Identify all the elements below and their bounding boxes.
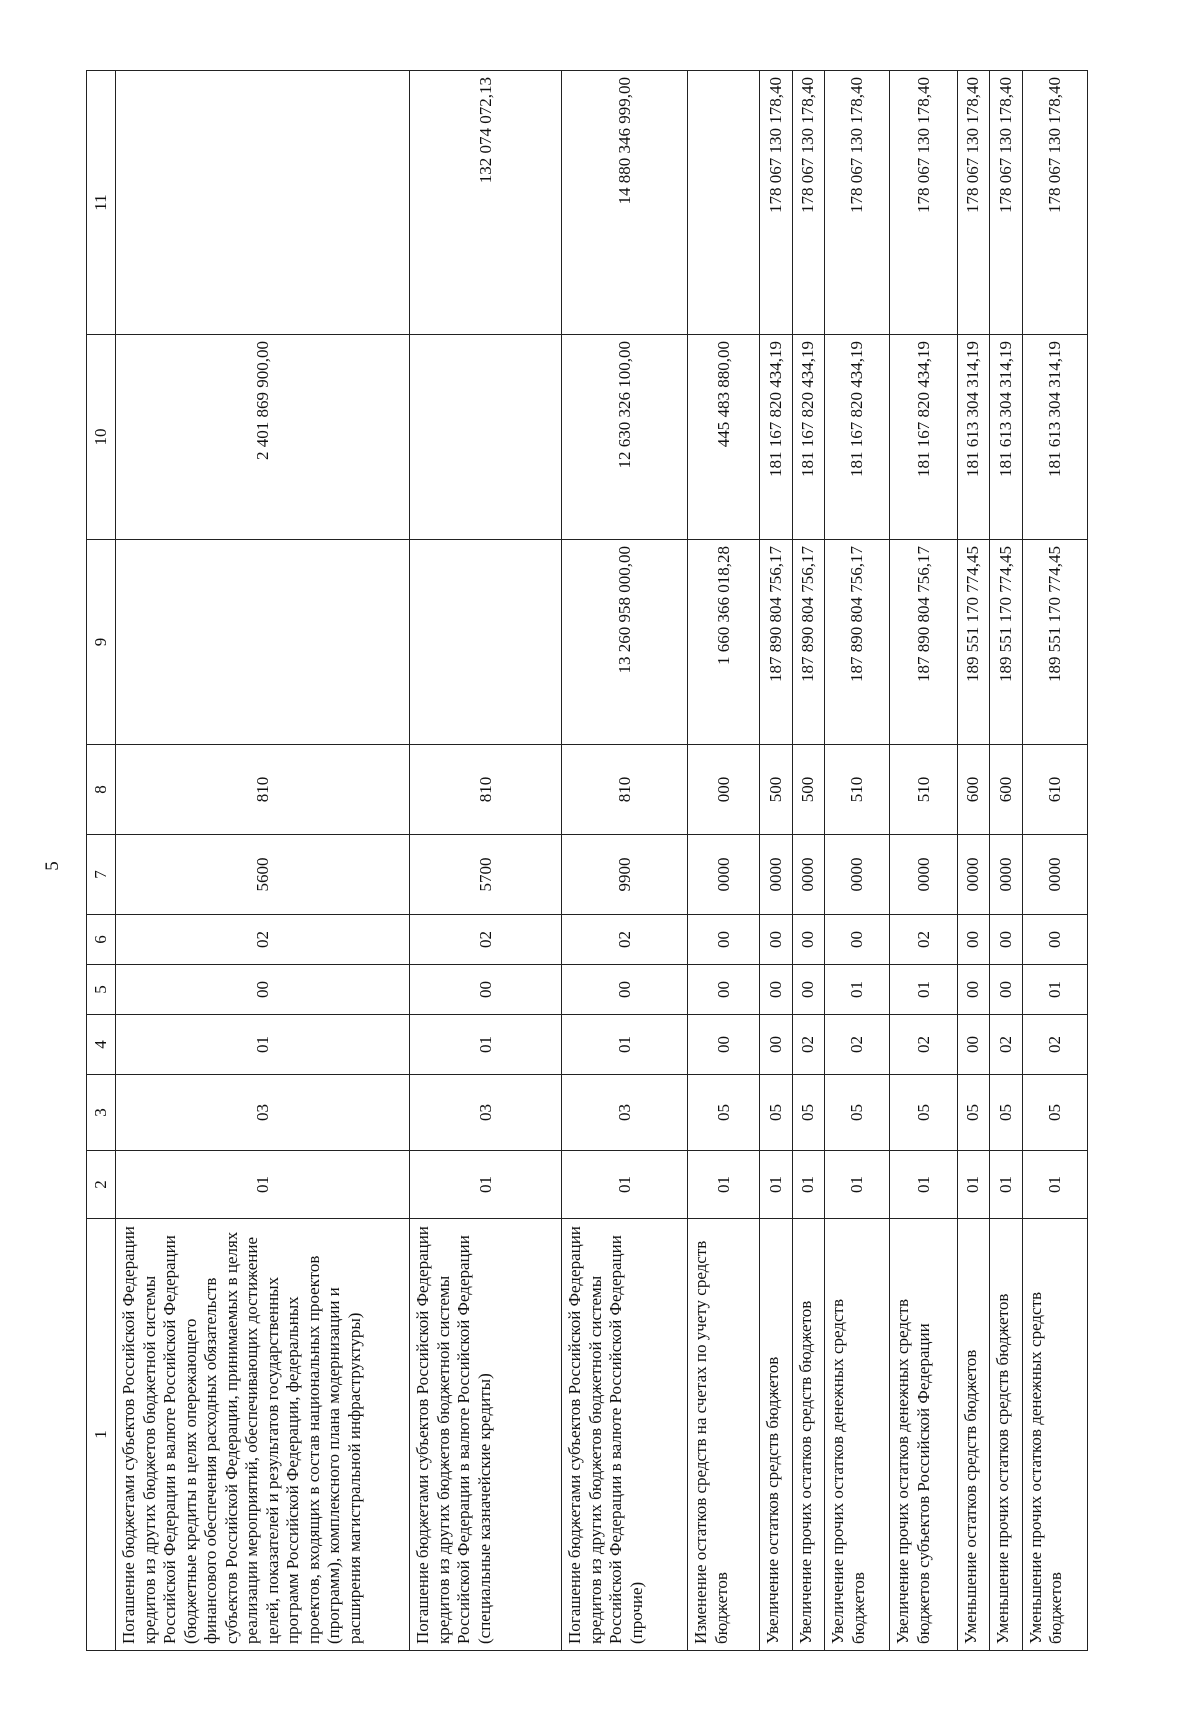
code-cell: 0000	[890, 835, 957, 915]
code-cell: 0000	[792, 835, 825, 915]
header-row	[87, 71, 116, 1651]
table-row	[410, 71, 562, 1651]
code-cell: 00	[990, 965, 1023, 1015]
code-cell: 05	[957, 1075, 990, 1151]
code-cell: 02	[825, 1015, 890, 1075]
code-cell: 05	[890, 1075, 957, 1151]
code-cell: 9900	[562, 835, 688, 915]
code-cell: 01	[1022, 965, 1087, 1015]
code-cell: 510	[890, 745, 957, 835]
amount-cell: 187 890 804 756,17	[760, 540, 793, 745]
code-cell: 01	[792, 1151, 825, 1219]
code-cell: 5600	[116, 835, 410, 915]
amount-cell: 181 167 820 434,19	[890, 335, 957, 540]
code-cell: 00	[760, 915, 793, 965]
code-cell: 00	[990, 915, 1023, 965]
amount-cell	[116, 71, 410, 335]
code-cell: 000	[688, 745, 760, 835]
code-cell: 05	[990, 1075, 1023, 1151]
amount-cell: 2 401 869 900,00	[116, 335, 410, 540]
table-row	[116, 71, 410, 1651]
code-cell: 00	[562, 965, 688, 1015]
table-row	[760, 71, 793, 1651]
code-cell: 00	[688, 965, 760, 1015]
row-name: Погашение бюджетами субъектов Российской Федерации кредитов из других бюджетов бюджетной системы Российской Федерации в валюте Российской Федерации (прочие)	[562, 1219, 688, 1651]
code-cell: 00	[760, 1015, 793, 1075]
amount-cell: 13 260 958 000,00	[562, 540, 688, 745]
code-cell: 00	[760, 965, 793, 1015]
column-header: 7	[87, 835, 116, 915]
code-cell: 01	[760, 1151, 793, 1219]
table-body	[116, 71, 1088, 1651]
column-header: 3	[87, 1075, 116, 1151]
amount-cell: 181 613 304 314,19	[1022, 335, 1087, 540]
code-cell: 01	[562, 1015, 688, 1075]
row-name: Увеличение прочих остатков денежных средств бюджетов субъектов Российской Федерации	[890, 1219, 957, 1651]
amount-cell: 132 074 072,13	[410, 71, 562, 335]
amount-cell	[410, 335, 562, 540]
code-cell: 01	[116, 1015, 410, 1075]
code-cell: 02	[116, 915, 410, 965]
table-row	[688, 71, 760, 1651]
row-name: Увеличение прочих остатков средств бюджетов	[792, 1219, 825, 1651]
code-cell: 03	[562, 1075, 688, 1151]
amount-cell: 14 880 346 999,00	[562, 71, 688, 335]
code-cell: 01	[410, 1015, 562, 1075]
column-header: 11	[87, 71, 116, 335]
code-cell: 05	[760, 1075, 793, 1151]
code-cell: 02	[990, 1015, 1023, 1075]
code-cell: 03	[410, 1075, 562, 1151]
code-cell: 05	[825, 1075, 890, 1151]
code-cell: 01	[825, 965, 890, 1015]
row-name: Уменьшение прочих остатков денежных средств бюджетов	[1022, 1219, 1087, 1651]
column-header: 5	[87, 965, 116, 1015]
code-cell: 00	[1022, 915, 1087, 965]
code-cell: 00	[825, 915, 890, 965]
code-cell: 500	[792, 745, 825, 835]
code-cell: 600	[990, 745, 1023, 835]
code-cell: 5700	[410, 835, 562, 915]
code-cell: 00	[410, 965, 562, 1015]
code-cell: 02	[562, 915, 688, 965]
code-cell: 01	[990, 1151, 1023, 1219]
amount-cell: 181 613 304 314,19	[957, 335, 990, 540]
column-header: 6	[87, 915, 116, 965]
code-cell: 02	[410, 915, 562, 965]
table-row	[562, 71, 688, 1651]
code-cell: 01	[410, 1151, 562, 1219]
code-cell: 0000	[760, 835, 793, 915]
code-cell: 01	[688, 1151, 760, 1219]
code-cell: 500	[760, 745, 793, 835]
column-header: 1	[87, 1219, 116, 1651]
code-cell: 510	[825, 745, 890, 835]
amount-cell: 178 067 130 178,40	[890, 71, 957, 335]
column-header: 8	[87, 745, 116, 835]
code-cell: 01	[1022, 1151, 1087, 1219]
column-header: 4	[87, 1015, 116, 1075]
code-cell: 00	[116, 965, 410, 1015]
amount-cell: 181 167 820 434,19	[825, 335, 890, 540]
code-cell: 00	[792, 915, 825, 965]
code-cell: 05	[792, 1075, 825, 1151]
amount-cell: 178 067 130 178,40	[1022, 71, 1087, 335]
code-cell: 00	[688, 1015, 760, 1075]
code-cell: 05	[1022, 1075, 1087, 1151]
row-name: Погашение бюджетами субъектов Российской Федерации кредитов из других бюджетов бюджетной системы Российской Федерации в валюте Российской Федерации (бюджетные кредиты в целях опережающего финансового обеспечения расходных обязательств субъектов Российской Федерации, принимаемых в целях реализации мероприятий, обеспечивающих достижение целей, показателей и результатов государственных программ Российской Федерации, федеральных проектов, входящих в состав национальных проектов (программ), комплексного плана модернизации и расширения магистральной инфраструктуры)	[116, 1219, 410, 1651]
amount-cell: 187 890 804 756,17	[825, 540, 890, 745]
row-name: Изменение остатков средств на счетах по учету средств бюджетов	[688, 1219, 760, 1651]
amount-cell: 178 067 130 178,40	[825, 71, 890, 335]
code-cell: 01	[825, 1151, 890, 1219]
code-cell: 0000	[957, 835, 990, 915]
code-cell: 05	[688, 1075, 760, 1151]
amount-cell: 178 067 130 178,40	[990, 71, 1023, 335]
amount-cell: 181 613 304 314,19	[990, 335, 1023, 540]
code-cell: 02	[1022, 1015, 1087, 1075]
row-name: Уменьшение прочих остатков средств бюджетов	[990, 1219, 1023, 1651]
page-number: 5	[41, 861, 63, 871]
code-cell: 02	[890, 915, 957, 965]
table-row	[990, 71, 1023, 1651]
amount-cell	[116, 540, 410, 745]
amount-cell: 187 890 804 756,17	[890, 540, 957, 745]
code-cell: 01	[890, 1151, 957, 1219]
table-row	[1022, 71, 1087, 1651]
amount-cell	[688, 71, 760, 335]
table-row	[957, 71, 990, 1651]
code-cell: 01	[116, 1151, 410, 1219]
code-cell: 02	[792, 1015, 825, 1075]
amount-cell: 189 551 170 774,45	[957, 540, 990, 745]
amount-cell: 178 067 130 178,40	[957, 71, 990, 335]
code-cell: 810	[116, 745, 410, 835]
amount-cell: 12 630 326 100,00	[562, 335, 688, 540]
code-cell: 00	[688, 915, 760, 965]
amount-cell: 189 551 170 774,45	[1022, 540, 1087, 745]
table-row	[825, 71, 890, 1651]
code-cell: 01	[957, 1151, 990, 1219]
amount-cell: 445 483 880,00	[688, 335, 760, 540]
code-cell: 0000	[1022, 835, 1087, 915]
row-name: Уменьшение остатков средств бюджетов	[957, 1219, 990, 1651]
code-cell: 01	[562, 1151, 688, 1219]
code-cell: 810	[562, 745, 688, 835]
code-cell: 00	[957, 915, 990, 965]
column-header: 2	[87, 1151, 116, 1219]
table-row	[792, 71, 825, 1651]
code-cell: 02	[890, 1015, 957, 1075]
amount-cell: 181 167 820 434,19	[792, 335, 825, 540]
budget-sources-table	[86, 70, 1088, 1651]
row-name: Увеличение прочих остатков денежных средств бюджетов	[825, 1219, 890, 1651]
amount-cell: 1 660 366 018,28	[688, 540, 760, 745]
code-cell: 00	[957, 1015, 990, 1075]
code-cell: 00	[957, 965, 990, 1015]
code-cell: 610	[1022, 745, 1087, 835]
column-header: 9	[87, 540, 116, 745]
code-cell: 0000	[990, 835, 1023, 915]
column-header: 10	[87, 335, 116, 540]
amount-cell: 178 067 130 178,40	[760, 71, 793, 335]
code-cell: 0000	[825, 835, 890, 915]
code-cell: 600	[957, 745, 990, 835]
amount-cell: 178 067 130 178,40	[792, 71, 825, 335]
table-row	[890, 71, 957, 1651]
row-name: Погашение бюджетами субъектов Российской Федерации кредитов из других бюджетов бюджетной системы Российской Федерации в валюте Российской Федерации (специальные казначейские кредиты)	[410, 1219, 562, 1651]
row-name: Увеличение остатков средств бюджетов	[760, 1219, 793, 1651]
code-cell: 03	[116, 1075, 410, 1151]
code-cell: 01	[890, 965, 957, 1015]
code-cell: 810	[410, 745, 562, 835]
rotated-table-container	[86, 71, 1088, 1651]
code-cell: 00	[792, 965, 825, 1015]
amount-cell	[410, 540, 562, 745]
code-cell: 0000	[688, 835, 760, 915]
amount-cell: 189 551 170 774,45	[990, 540, 1023, 745]
amount-cell: 181 167 820 434,19	[760, 335, 793, 540]
amount-cell: 187 890 804 756,17	[792, 540, 825, 745]
